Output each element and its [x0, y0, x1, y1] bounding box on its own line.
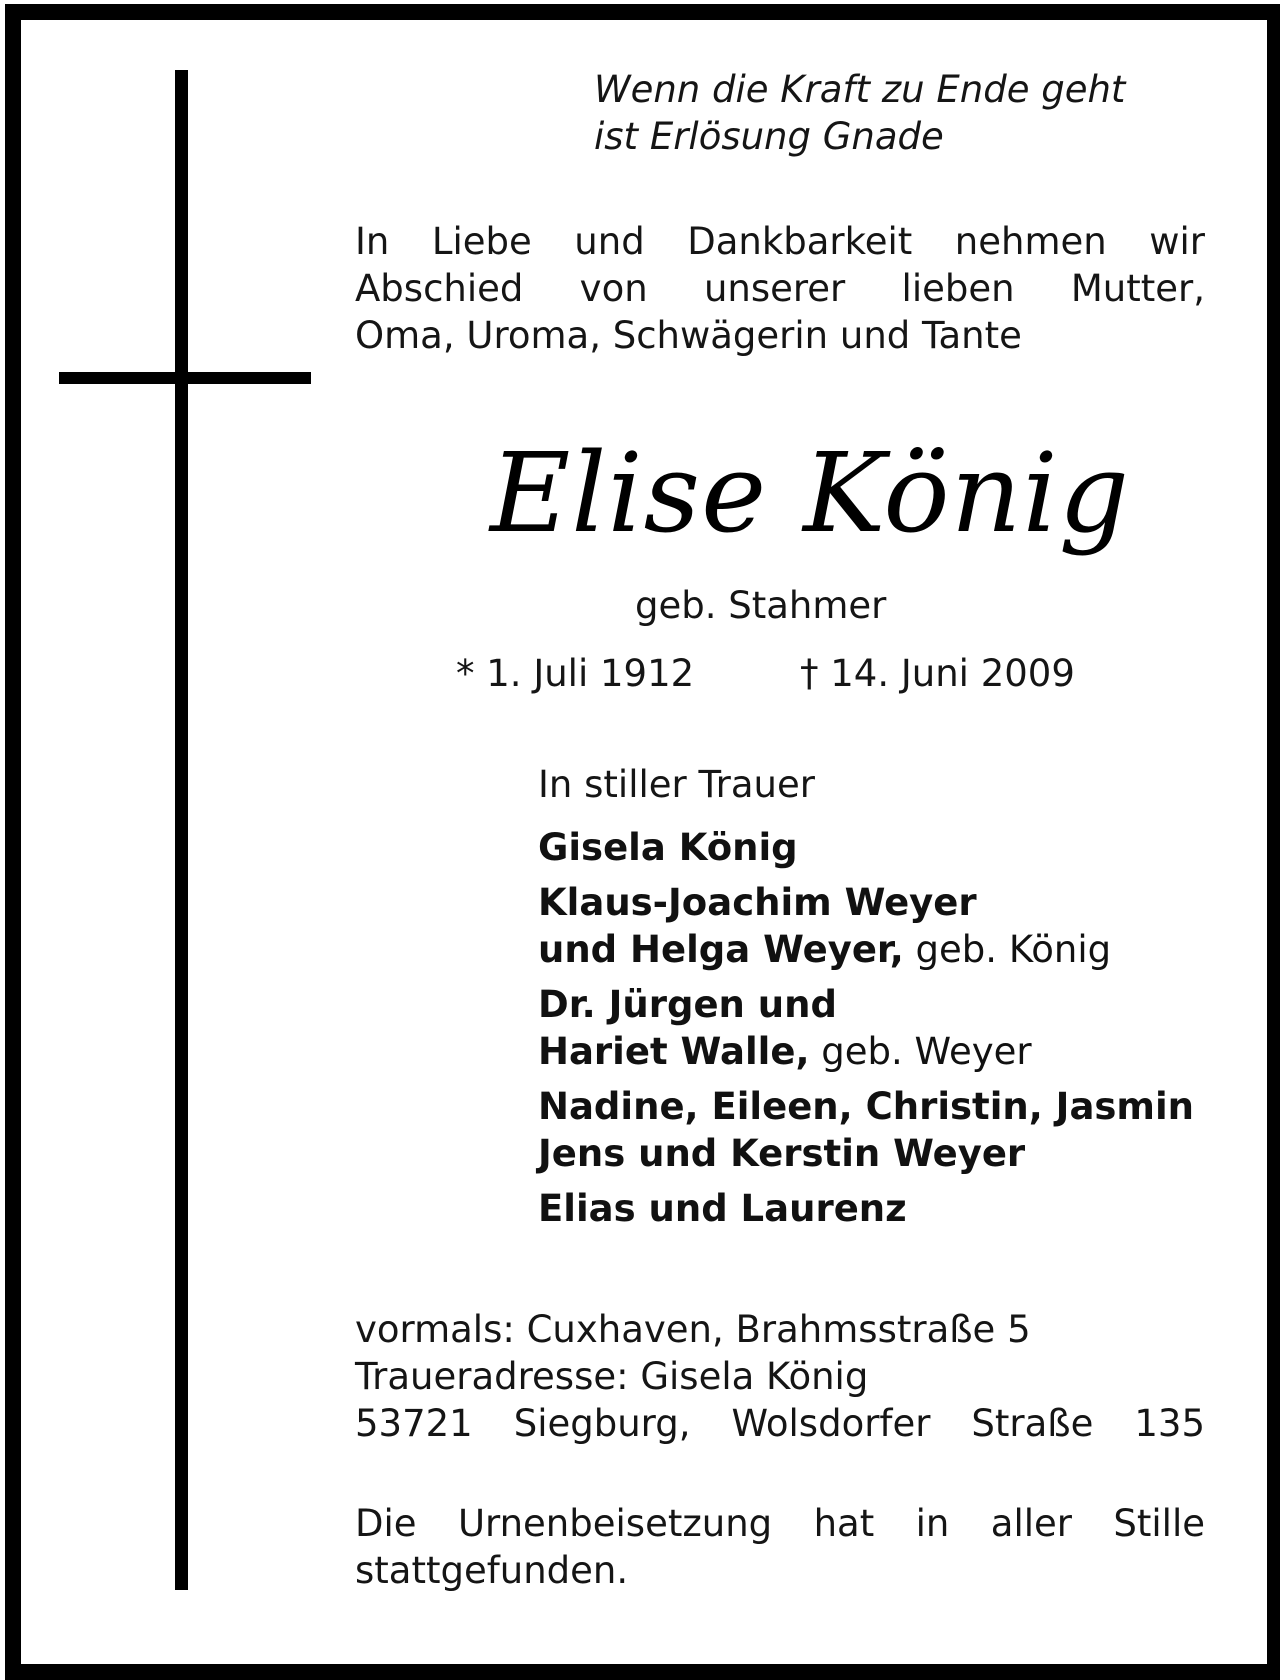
address-line: 53721 Siegburg, Wolsdorfer Straße 135 [355, 1402, 1205, 1445]
intro-text [355, 218, 1205, 359]
mourner-name: Dr. Jürgen und [538, 983, 837, 1026]
closing-note [355, 1500, 1205, 1594]
closing-line: Die Urnenbeisetzung hat in aller Stille [355, 1502, 1205, 1545]
mourner-group [538, 981, 1194, 1075]
mourner-name: Nadine, Eileen, Christin, Jasmin [538, 1085, 1195, 1128]
mourner-name: Jens und Kerstin Weyer [538, 1132, 1026, 1175]
mourner-name: Hariet Walle, [538, 1030, 810, 1073]
mourner-name: und Helga Weyer, [538, 928, 904, 971]
motto-line: Wenn die Kraft zu Ende geht [594, 68, 1126, 111]
intro-line: In Liebe und Dankbarkeit nehmen wir [355, 220, 1205, 263]
mourner-group [538, 824, 1194, 871]
cross-horizontal-bar [59, 372, 311, 384]
intro-line: Abschied von unserer lieben Mutter, [355, 267, 1205, 310]
deceased-name: Elise König [490, 429, 1131, 557]
maiden-name: geb. Stahmer [635, 584, 887, 627]
mourner-group [538, 1185, 1194, 1232]
address-line: vormals: Cuxhaven, Brahmsstraße 5 [355, 1308, 1031, 1351]
mourner-group [538, 879, 1194, 973]
mourners-list [538, 824, 1194, 1240]
mourner-row [538, 1028, 1194, 1075]
motto [594, 66, 1125, 160]
death-date: † 14. Juni 2009 [800, 652, 1075, 695]
closing-line: stattgefunden. [355, 1549, 629, 1592]
mourning-heading: In stiller Trauer [538, 763, 815, 806]
intro-line: Oma, Uroma, Schwägerin und Tante [355, 314, 1022, 357]
address-block [355, 1306, 1205, 1447]
cross-vertical-bar [175, 70, 188, 1590]
mourner-maiden-name: geb. Weyer [809, 1030, 1032, 1073]
address-line: Traueradresse: Gisela König [355, 1355, 869, 1398]
mourner-name: Elias und Laurenz [538, 1187, 907, 1230]
mourner-maiden-name: geb. König [903, 928, 1112, 971]
mourner-name: Gisela König [538, 826, 798, 869]
mourner-name: Klaus-Joachim Weyer [538, 881, 977, 924]
mourner-row [538, 926, 1194, 973]
motto-line: ist Erlösung Gnade [594, 115, 944, 158]
birth-date: * 1. Juli 1912 [456, 652, 695, 695]
mourner-group [538, 1083, 1194, 1177]
